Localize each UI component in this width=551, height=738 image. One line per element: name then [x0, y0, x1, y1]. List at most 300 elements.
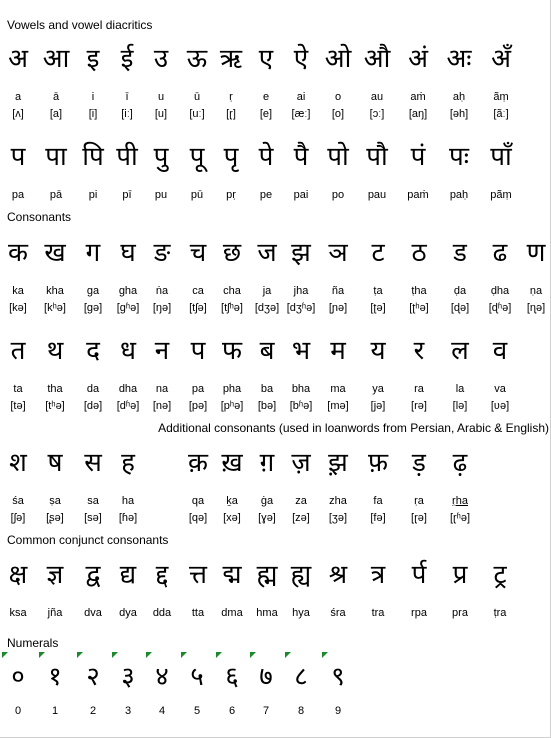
glyph: ज़ [291, 448, 311, 478]
diacritic-cell [358, 140, 396, 202]
conjunct-cell [319, 558, 357, 620]
transliteration: paṁ [407, 189, 429, 201]
diacritic-cell [247, 140, 285, 202]
transliteration: tra [371, 607, 385, 619]
corner-marker-icon [285, 652, 291, 658]
glyph: ब [259, 336, 275, 366]
transliteration: u [157, 91, 165, 103]
glyph: ज्ञ [46, 560, 64, 590]
glyph: आ [42, 44, 70, 74]
diacritic-cell [482, 140, 520, 202]
glyph: ऋ [219, 44, 243, 74]
glyph: अः [446, 44, 472, 74]
transliteration: jha [293, 285, 309, 297]
ipa: [e] [259, 108, 273, 120]
transliteration: pu [154, 189, 168, 201]
glyph: च [189, 238, 207, 268]
section-heading-conjuncts: Common conjunct consonants [7, 533, 169, 547]
transliteration: zha [329, 495, 347, 507]
consonant-cell [109, 446, 147, 525]
glyph: ५ [190, 662, 204, 692]
transliteration: dma [221, 607, 243, 619]
transliteration: śa [12, 495, 24, 507]
corner-marker-icon [250, 652, 256, 658]
transliteration: da [86, 383, 100, 395]
numeral-value: 2 [89, 705, 97, 717]
corner-marker-icon [216, 652, 222, 658]
transliteration: ga [86, 285, 100, 297]
numeral-cell [112, 652, 144, 718]
transliteration: au [370, 91, 384, 103]
vowel-cell [399, 42, 437, 121]
transliteration: pī [122, 189, 132, 201]
ipa: [tʃə] [189, 302, 207, 314]
vowel-cell [178, 42, 216, 121]
transliteration: ãṃ [493, 91, 509, 103]
vowel-cell [247, 42, 285, 121]
glyph: अं [408, 44, 428, 74]
numeral-cell [181, 652, 213, 718]
transliteration: pau [367, 189, 387, 201]
transliteration: gha [118, 285, 138, 297]
glyph: ० [11, 662, 25, 692]
transliteration: ṛ [229, 91, 233, 103]
corner-marker-icon [181, 652, 187, 658]
glyph: भ [291, 336, 311, 366]
conjunct-cell [143, 558, 181, 620]
consonant-cell [74, 334, 112, 413]
consonant-cell [481, 334, 519, 413]
conjunct-cell [282, 558, 320, 620]
transliteration: aḥ [452, 91, 466, 103]
conjunct-cell [213, 558, 251, 620]
ipa: [i] [88, 108, 98, 120]
transliteration: ṣa [49, 495, 61, 507]
vowel-cell [37, 42, 75, 121]
vowel-cell [482, 42, 520, 121]
transliteration: ya [372, 383, 384, 395]
glyph: ऐ [293, 44, 309, 74]
ipa: [dʒʱə] [286, 302, 316, 314]
transliteration: rpa [411, 607, 427, 619]
transliteration: paḥ [449, 189, 469, 201]
glyph: औ [363, 44, 391, 74]
ipa: [ʒə] [328, 512, 348, 524]
ipa: [ɽʱə] [449, 512, 471, 524]
glyph: प्र [452, 560, 468, 590]
ipa: [ʈə] [370, 302, 386, 314]
consonant-cell [74, 446, 112, 525]
ipa: [gə] [83, 302, 103, 314]
glyph: ८ [294, 662, 308, 692]
ipa: [ɔː] [369, 108, 385, 120]
consonant-cell [144, 236, 180, 315]
transliteration: ja [262, 285, 272, 297]
transliteration: ha [121, 495, 135, 507]
vowel-cell [440, 42, 478, 121]
glyph: ह्य [290, 560, 312, 590]
glyph: ण [526, 238, 546, 268]
consonant-cell [109, 334, 147, 413]
consonant-cell [518, 236, 551, 315]
numeral-value: 6 [228, 705, 236, 717]
additional-consonant-cell [213, 446, 251, 525]
diacritic-cell [212, 140, 250, 202]
ipa: [tʃʰə] [221, 302, 243, 314]
numeral-cell [250, 652, 282, 718]
corner-marker-icon [77, 652, 83, 658]
ipa: [uː] [189, 108, 205, 120]
ipa: [qə] [188, 512, 208, 524]
transliteration: ṭha [411, 285, 427, 297]
corner-marker-icon [146, 652, 152, 658]
glyph: पू [189, 142, 205, 172]
ipa: [u] [154, 108, 168, 120]
glyph: श [9, 448, 27, 478]
glyph: ह [121, 448, 135, 478]
glyph: १ [48, 662, 62, 692]
consonant-cell [400, 334, 438, 413]
transliteration: ra [414, 383, 424, 395]
glyph: पु [153, 142, 169, 172]
glyph: घ [120, 238, 136, 268]
glyph: ठ [411, 238, 427, 268]
ipa: [ɲə] [328, 302, 348, 314]
diacritic-cell [74, 140, 112, 202]
glyph: ए [258, 44, 274, 74]
glyph: ञ [328, 238, 348, 268]
glyph: ९ [331, 662, 345, 692]
ipa: [pʰə] [220, 400, 244, 412]
glyph: ह्म [256, 560, 278, 590]
ipa: [bʱə] [289, 400, 313, 412]
consonant-cell [283, 236, 319, 315]
diacritic-cell [0, 140, 37, 202]
ipa: [ɣə] [258, 512, 276, 524]
transliteration: o [334, 91, 342, 103]
corner-marker-icon [322, 652, 328, 658]
numeral-value: 9 [334, 705, 342, 717]
vowel-cell [358, 42, 396, 121]
glyph: ढ़ [452, 448, 468, 478]
consonant-cell [213, 334, 251, 413]
ipa: [iː] [121, 108, 133, 120]
conjunct-cell [359, 558, 397, 620]
transliteration: pa [191, 383, 205, 395]
glyph: य [370, 336, 386, 366]
vowel-cell [282, 42, 320, 121]
glyph: ग़ [259, 448, 275, 478]
additional-consonant-cell [359, 446, 397, 525]
transliteration: po [331, 189, 345, 201]
consonant-cell [359, 334, 397, 413]
ipa: [o] [331, 108, 345, 120]
glyph: ६ [225, 662, 239, 692]
glyph: ष [47, 448, 63, 478]
glyph: ङ [153, 238, 171, 268]
ipa: [ɳə] [526, 302, 546, 314]
transliteration: ā [52, 91, 60, 103]
numeral-value: 4 [158, 705, 166, 717]
ipa: [ãː] [493, 108, 509, 120]
transliteration: pai [293, 189, 309, 201]
transliteration: ṭa [373, 285, 383, 297]
transliteration: tta [191, 607, 205, 619]
numeral-value: 7 [262, 705, 270, 717]
glyph: ट्र [493, 560, 507, 590]
ipa: [jə] [370, 400, 386, 412]
transliteration: ġa [260, 495, 274, 507]
glyph: श्र [328, 560, 348, 590]
glyph: पा [45, 142, 67, 172]
ipa: [tʰə] [45, 400, 65, 412]
glyph: स [84, 448, 102, 478]
ipa: [xə] [223, 512, 241, 524]
section-heading-consonants: Consonants [7, 210, 72, 224]
diacritic-cell [319, 140, 357, 202]
ipa: [dʒə] [254, 302, 280, 314]
diacritic-cell [37, 140, 75, 202]
ipa: [ɽ] [226, 108, 236, 120]
glyph: पो [327, 142, 349, 172]
transliteration: jña [47, 607, 63, 619]
transliteration: pãṃ [490, 189, 512, 201]
ipa: [fə] [370, 512, 386, 524]
corner-marker-icon [112, 652, 118, 658]
ipa: [kə] [9, 302, 27, 314]
transliteration: ū [193, 91, 201, 103]
transliteration: a [14, 91, 22, 103]
ipa: [æː] [291, 108, 311, 120]
conjunct-cell [36, 558, 74, 620]
glyph: पं [410, 142, 426, 172]
transliteration: pū [190, 189, 204, 201]
transliteration: ī [125, 91, 129, 103]
numeral-cell [2, 652, 34, 718]
glyph: क़ [188, 448, 208, 478]
numeral-cell [322, 652, 354, 718]
glyph: ट [371, 238, 385, 268]
glyph: ई [120, 44, 134, 74]
transliteration: dva [84, 607, 102, 619]
transliteration: tha [47, 383, 63, 395]
transliteration: ḍha [490, 285, 510, 297]
glyph: द्म [222, 560, 242, 590]
glyph: द्व [85, 560, 101, 590]
glyph: द्द [155, 560, 169, 590]
vowel-cell [142, 42, 180, 121]
consonant-cell [248, 334, 286, 413]
transliteration: hya [292, 607, 310, 619]
ipa: [a] [49, 108, 63, 120]
transliteration: dha [118, 383, 138, 395]
transliteration: ai [296, 91, 306, 103]
conjunct-cell [441, 558, 479, 620]
transliteration: sa [87, 495, 99, 507]
consonant-cell [37, 236, 73, 315]
conjunct-cell [74, 558, 112, 620]
conjunct-cell [248, 558, 286, 620]
ipa: [zə] [292, 512, 310, 524]
diacritic-cell [178, 140, 216, 202]
transliteration: ṭra [493, 607, 507, 619]
ipa: [ɖə] [450, 302, 470, 314]
ipa: [ʂə] [46, 512, 64, 524]
additional-consonant-cell [441, 446, 479, 525]
glyph: २ [86, 662, 100, 692]
ipa: [sə] [84, 512, 102, 524]
consonant-cell [360, 236, 396, 315]
transliteration: ṅa [155, 285, 169, 297]
glyph: द [86, 336, 100, 366]
section-heading-vowels: Vowels and vowel diacritics [7, 18, 153, 32]
conjunct-cell [109, 558, 147, 620]
ipa: [ɦə] [118, 512, 138, 524]
ipa: [ʈʰə] [409, 302, 429, 314]
transliteration: dya [119, 607, 137, 619]
conjunct-cell [0, 558, 37, 620]
conjunct-cell [481, 558, 519, 620]
diacritic-cell [142, 140, 180, 202]
consonant-cell [179, 334, 217, 413]
ipa: [ʋə] [490, 400, 510, 412]
consonant-cell [0, 334, 37, 413]
transliteration: pe [259, 189, 273, 201]
conjunct-cell [400, 558, 438, 620]
numeral-cell [146, 652, 178, 718]
glyph: क्ष [8, 560, 28, 590]
consonant-cell [319, 334, 357, 413]
transliteration: fa [373, 495, 383, 507]
consonant-cell [282, 334, 320, 413]
glyph: झ़ [328, 448, 348, 478]
numeral-value: 8 [297, 705, 305, 717]
ipa: [tə] [10, 400, 26, 412]
transliteration: za [295, 495, 307, 507]
ipa: [əh] [449, 108, 469, 120]
numeral-cell [216, 652, 248, 718]
glyph: पाँ [490, 142, 512, 172]
glyph: र [413, 336, 425, 366]
glyph: ३ [121, 662, 135, 692]
glyph: छ [222, 238, 242, 268]
numeral-cell [39, 652, 71, 718]
glyph: ग [85, 238, 101, 268]
transliteration: qa [191, 495, 205, 507]
glyph: प [10, 142, 26, 172]
glyph: म [330, 336, 346, 366]
transliteration: ṇa [529, 285, 543, 297]
transliteration: va [494, 383, 506, 395]
glyph: ख [44, 238, 66, 268]
transliteration: bha [291, 383, 311, 395]
glyph: त्त [189, 560, 207, 590]
diacritic-cell [282, 140, 320, 202]
transliteration: aṁ [410, 91, 426, 103]
glyph: अँ [491, 44, 511, 74]
transliteration: kha [46, 285, 64, 297]
ipa: [ʌ] [12, 108, 24, 120]
glyph: क [8, 238, 28, 268]
glyph: पे [258, 142, 274, 172]
ipa: [mə] [327, 400, 349, 412]
glyph: त्र [370, 560, 386, 590]
consonant-cell [214, 236, 250, 315]
numeral-value: 5 [193, 705, 201, 717]
transliteration: ḵa [226, 495, 238, 507]
glyph: पृ [223, 142, 239, 172]
corner-marker-icon [2, 652, 8, 658]
consonant-cell [401, 236, 437, 315]
consonant-cell [36, 446, 74, 525]
ipa: [dʱə] [116, 400, 140, 412]
glyph: प [190, 336, 206, 366]
transliteration: ta [13, 383, 23, 395]
ipa: [lə] [452, 400, 468, 412]
additional-consonant-cell [319, 446, 357, 525]
vowel-cell [319, 42, 357, 121]
consonant-cell [482, 236, 518, 315]
transliteration: pā [49, 189, 63, 201]
transliteration: ma [330, 383, 346, 395]
ipa: [aŋ] [408, 108, 428, 120]
consonant-cell [249, 236, 285, 315]
transliteration: hma [256, 607, 278, 619]
glyph: ४ [155, 662, 169, 692]
transliteration: pṛ [226, 189, 236, 201]
ipa: [ɽə] [411, 512, 427, 524]
transliteration: na [155, 383, 169, 395]
additional-consonant-cell [179, 446, 217, 525]
glyph: ७ [259, 662, 273, 692]
glyph: झ [291, 238, 311, 268]
vowel-cell [212, 42, 250, 121]
ipa: [bə] [257, 400, 277, 412]
transliteration: pra [452, 607, 468, 619]
vowel-cell [108, 42, 146, 121]
numeral-value: 3 [124, 705, 132, 717]
consonant-cell [143, 334, 181, 413]
vowel-cell [74, 42, 112, 121]
transliteration: la [455, 383, 465, 395]
additional-consonant-cell [248, 446, 286, 525]
transliteration: ka [12, 285, 24, 297]
transliteration: pha [222, 383, 242, 395]
transliteration: dda [152, 607, 172, 619]
transliteration: ca [192, 285, 204, 297]
numeral-value: 0 [14, 705, 22, 717]
ipa: [ʃə] [10, 512, 26, 524]
glyph: ल [451, 336, 469, 366]
transliteration: ṛa [414, 495, 424, 507]
consonant-cell [320, 236, 356, 315]
ipa: [də] [83, 400, 103, 412]
glyph: ड़ [412, 448, 426, 478]
glyph: ज [257, 238, 277, 268]
glyph: उ [153, 44, 169, 74]
conjunct-cell [179, 558, 217, 620]
glyph: द्य [119, 560, 137, 590]
consonant-cell [441, 334, 479, 413]
section-heading-numerals: Numerals [7, 636, 59, 650]
transliteration: ba [260, 383, 274, 395]
consonant-cell [36, 334, 74, 413]
consonant-cell [442, 236, 478, 315]
numeral-value: 1 [51, 705, 59, 717]
consonant-cell [180, 236, 216, 315]
glyph: व [492, 336, 508, 366]
glyph: त [10, 336, 26, 366]
